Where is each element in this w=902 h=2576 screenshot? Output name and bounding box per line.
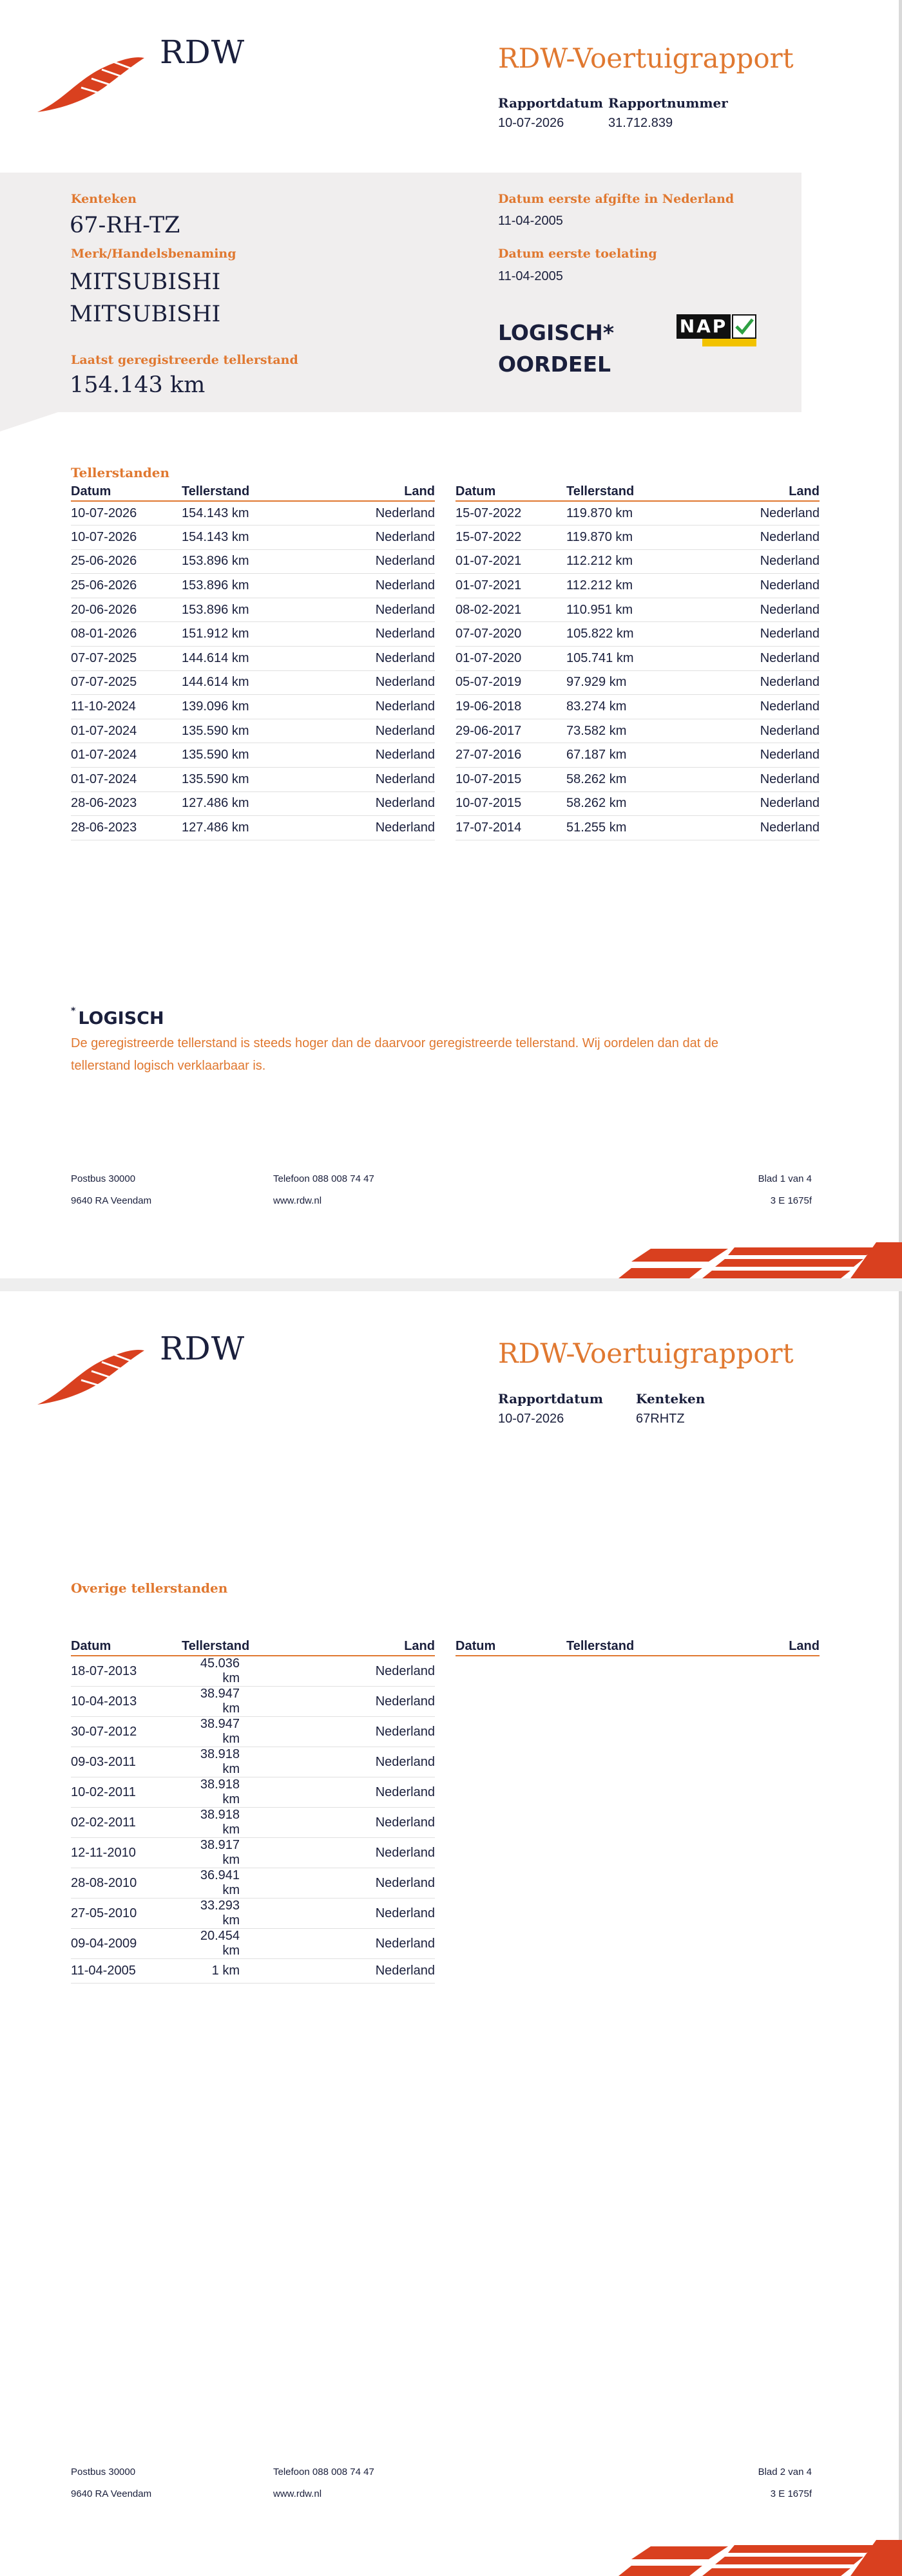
table-row — [71, 719, 435, 743]
cell-date: 09-04-2009 — [71, 1929, 182, 1959]
col-km-header: Tellerstand — [182, 1636, 278, 1656]
other-readings-table-right — [456, 1636, 820, 1656]
cell-odometer: 153.896 km — [182, 549, 278, 574]
cell-date: 27-05-2010 — [71, 1899, 182, 1929]
cell-date: 07-07-2025 — [71, 647, 182, 671]
cell-date: 10-07-2015 — [456, 791, 566, 816]
cell-date: 15-07-2022 — [456, 501, 566, 526]
table-row — [71, 1808, 435, 1838]
cell-country: Nederland — [278, 1656, 435, 1687]
cell-odometer: 33.293 km — [182, 1899, 278, 1929]
table-row — [71, 1747, 435, 1777]
footer-address-2: 9640 RA Veendam — [71, 2488, 152, 2499]
rdw-feather-icon — [37, 55, 144, 113]
cell-odometer: 38.917 km — [182, 1838, 278, 1868]
table-row — [71, 526, 435, 550]
cell-odometer: 154.143 km — [182, 501, 278, 526]
table-row — [71, 1868, 435, 1899]
cell-country: Nederland — [278, 549, 435, 574]
cell-odometer: 154.143 km — [182, 526, 278, 550]
cell-country: Nederland — [278, 501, 435, 526]
table-row — [71, 695, 435, 719]
cell-country: Nederland — [663, 574, 820, 598]
cell-odometer: 127.486 km — [182, 816, 278, 840]
cell-country: Nederland — [278, 1747, 435, 1777]
cell-date: 01-07-2024 — [71, 719, 182, 743]
table-row — [456, 743, 820, 768]
cell-odometer: 38.947 km — [182, 1717, 278, 1747]
cell-odometer: 151.912 km — [182, 622, 278, 647]
cell-odometer: 105.822 km — [566, 622, 663, 647]
table-row — [456, 501, 820, 526]
report-date-value: 10-07-2026 — [498, 1412, 564, 1426]
cell-odometer: 20.454 km — [182, 1929, 278, 1959]
cell-country: Nederland — [663, 622, 820, 647]
cell-date: 01-07-2024 — [71, 743, 182, 768]
cell-odometer: 67.187 km — [566, 743, 663, 768]
col-date-header: Datum — [456, 482, 566, 501]
cell-country: Nederland — [278, 1929, 435, 1959]
cell-odometer: 153.896 km — [182, 574, 278, 598]
cell-country: Nederland — [278, 1777, 435, 1808]
footer-page-number: Blad 2 van 4 — [758, 2467, 812, 2477]
report-number-value: 31.712.839 — [608, 116, 673, 130]
note-mark: * — [71, 1006, 76, 1016]
report-date-label: Rapportdatum — [498, 1391, 604, 1406]
cell-odometer: 112.212 km — [566, 574, 663, 598]
cell-date: 11-04-2005 — [71, 1959, 182, 1984]
footer-address-2: 9640 RA Veendam — [71, 1195, 152, 1206]
col-km-header: Tellerstand — [566, 482, 663, 501]
table-row — [71, 549, 435, 574]
footer-address-1: Postbus 30000 — [71, 1173, 136, 1184]
col-date-header: Datum — [71, 482, 182, 501]
check-icon — [733, 316, 755, 337]
cell-country: Nederland — [278, 1899, 435, 1929]
table-row — [71, 1929, 435, 1959]
cell-odometer: 127.486 km — [182, 791, 278, 816]
cell-odometer: 139.096 km — [182, 695, 278, 719]
rdw-stripes-decoration — [515, 1242, 902, 1278]
footer-page-number: Blad 1 van 4 — [758, 1173, 812, 1184]
rdw-stripes-decoration — [515, 2540, 902, 2576]
cell-date: 09-03-2011 — [71, 1747, 182, 1777]
cell-odometer: 38.918 km — [182, 1808, 278, 1838]
cell-date: 07-07-2020 — [456, 622, 566, 647]
cell-country: Nederland — [663, 670, 820, 695]
col-country-header: Land — [663, 1636, 820, 1656]
cell-odometer: 144.614 km — [182, 647, 278, 671]
cell-odometer: 153.896 km — [182, 598, 278, 622]
cell-country: Nederland — [278, 622, 435, 647]
col-date-header: Datum — [71, 1636, 182, 1656]
cell-odometer: 51.255 km — [566, 816, 663, 840]
table-row — [71, 1838, 435, 1868]
cell-country: Nederland — [278, 647, 435, 671]
cell-country: Nederland — [278, 1959, 435, 1984]
cell-odometer: 135.590 km — [182, 743, 278, 768]
page-edge — [899, 0, 902, 1278]
footer-code: 3 E 1675f — [770, 1195, 812, 1206]
readings-table-left — [71, 482, 435, 840]
cell-odometer: 83.274 km — [566, 695, 663, 719]
table-row — [71, 501, 435, 526]
cell-date: 08-01-2026 — [71, 622, 182, 647]
plate-value: 67RHTZ — [636, 1412, 685, 1426]
plate-label: Kenteken — [71, 192, 137, 206]
cell-odometer: 112.212 km — [566, 549, 663, 574]
cell-date: 01-07-2021 — [456, 574, 566, 598]
table-row — [71, 1656, 435, 1687]
cell-odometer: 58.262 km — [566, 768, 663, 792]
cell-odometer: 1 km — [182, 1959, 278, 1984]
cell-date: 15-07-2022 — [456, 526, 566, 550]
cell-date: 12-11-2010 — [71, 1838, 182, 1868]
cell-country: Nederland — [663, 768, 820, 792]
plate-value: 67-RH-TZ — [70, 213, 180, 238]
cell-country: Nederland — [278, 598, 435, 622]
cell-odometer: 97.929 km — [566, 670, 663, 695]
cell-country: Nederland — [278, 791, 435, 816]
cell-odometer: 38.918 km — [182, 1747, 278, 1777]
verdict — [498, 317, 614, 380]
footer-phone: Telefoon 088 008 74 47 — [273, 1173, 374, 1184]
table-row — [71, 647, 435, 671]
cell-date: 07-07-2025 — [71, 670, 182, 695]
cell-odometer: 119.870 km — [566, 501, 663, 526]
cell-country: Nederland — [278, 670, 435, 695]
nap-logo — [676, 314, 758, 346]
table-row — [71, 1899, 435, 1929]
report-page-1 — [0, 0, 902, 1278]
table-row — [71, 670, 435, 695]
note-text: De geregistreerde tellerstand is steeds hoger dan de daarvoor geregistreerde tellerstand. Wij oordelen dan dat de tellerstand logisch verklaarbaar is. — [71, 1036, 719, 1073]
brand-name: RDW — [160, 33, 245, 71]
table-row — [71, 1687, 435, 1717]
col-date-header: Datum — [456, 1636, 566, 1656]
cell-country: Nederland — [278, 719, 435, 743]
table-row — [456, 768, 820, 792]
cell-date: 25-06-2026 — [71, 549, 182, 574]
col-km-header: Tellerstand — [182, 482, 278, 501]
report-number-label: Rapportnummer — [608, 95, 728, 111]
col-country-header: Land — [278, 1636, 435, 1656]
note-title — [71, 1006, 164, 1028]
table-row — [71, 743, 435, 768]
cell-country: Nederland — [663, 695, 820, 719]
cell-date: 08-02-2021 — [456, 598, 566, 622]
col-country-header: Land — [278, 482, 435, 501]
cell-date: 27-07-2016 — [456, 743, 566, 768]
footer-web: www.rdw.nl — [273, 2488, 322, 2499]
table-row — [456, 791, 820, 816]
table-row — [456, 526, 820, 550]
cell-country: Nederland — [278, 1808, 435, 1838]
cell-odometer: 38.918 km — [182, 1777, 278, 1808]
cell-date: 25-06-2026 — [71, 574, 182, 598]
table-row — [456, 598, 820, 622]
table-row — [71, 816, 435, 840]
cell-country: Nederland — [663, 791, 820, 816]
footer-web: www.rdw.nl — [273, 1195, 322, 1206]
table-header-row — [71, 1636, 435, 1656]
last-odometer-value: 154.143 km — [70, 372, 206, 398]
cell-country: Nederland — [663, 598, 820, 622]
table-header-row — [456, 1636, 820, 1656]
info-box-corner — [0, 412, 58, 431]
table-row — [456, 647, 820, 671]
footer-code: 3 E 1675f — [770, 2488, 812, 2499]
cell-country: Nederland — [278, 574, 435, 598]
nap-text: NAP — [676, 314, 731, 339]
table-row — [71, 622, 435, 647]
page-edge — [899, 1291, 902, 2576]
brand-name: RDW — [160, 1330, 245, 1367]
cell-date: 28-06-2023 — [71, 816, 182, 840]
report-title: RDW-Voertuigrapport — [498, 43, 794, 74]
first-admission-value: 11-04-2005 — [498, 269, 563, 283]
col-km-header: Tellerstand — [566, 1636, 663, 1656]
first-admission-label: Datum eerste toelating — [498, 247, 657, 261]
rdw-feather-icon — [37, 1348, 144, 1406]
table-row — [456, 574, 820, 598]
report-date-value: 10-07-2026 — [498, 116, 564, 130]
make-value: MITSUBISHI — [70, 269, 221, 295]
cell-country: Nederland — [663, 501, 820, 526]
note-title-text: LOGISCH — [78, 1009, 164, 1028]
report-date-label: Rapportdatum — [498, 95, 604, 111]
cell-date: 20-06-2026 — [71, 598, 182, 622]
verdict-line-2: OORDEEL — [498, 352, 611, 377]
cell-date: 01-07-2020 — [456, 647, 566, 671]
verdict-line-1: LOGISCH* — [498, 320, 615, 345]
table-row — [71, 791, 435, 816]
cell-date: 05-07-2019 — [456, 670, 566, 695]
cell-odometer: 119.870 km — [566, 526, 663, 550]
table-row — [71, 768, 435, 792]
cell-odometer: 105.741 km — [566, 647, 663, 671]
cell-date: 10-07-2026 — [71, 526, 182, 550]
cell-odometer: 110.951 km — [566, 598, 663, 622]
cell-country: Nederland — [663, 647, 820, 671]
cell-date: 10-07-2026 — [71, 501, 182, 526]
other-readings-table-left — [71, 1636, 435, 1984]
report-page-2 — [0, 1291, 902, 2576]
cell-date: 11-10-2024 — [71, 695, 182, 719]
table-header-row — [71, 482, 435, 501]
cell-country: Nederland — [663, 719, 820, 743]
footer-phone: Telefoon 088 008 74 47 — [273, 2467, 374, 2477]
cell-odometer: 38.947 km — [182, 1687, 278, 1717]
cell-country: Nederland — [278, 743, 435, 768]
table-row — [71, 1959, 435, 1984]
table-row — [71, 574, 435, 598]
table-row — [456, 549, 820, 574]
table-header-row — [456, 482, 820, 501]
cell-date: 02-02-2011 — [71, 1808, 182, 1838]
cell-odometer: 135.590 km — [182, 768, 278, 792]
cell-date: 28-06-2023 — [71, 791, 182, 816]
cell-date: 28-08-2010 — [71, 1868, 182, 1899]
cell-country: Nederland — [278, 768, 435, 792]
first-issue-nl-value: 11-04-2005 — [498, 214, 563, 228]
cell-country: Nederland — [278, 1838, 435, 1868]
last-odometer-label: Laatst geregistreerde tellerstand — [71, 353, 298, 367]
cell-date: 01-07-2021 — [456, 549, 566, 574]
table-row — [71, 598, 435, 622]
cell-country: Nederland — [278, 526, 435, 550]
cell-country: Nederland — [278, 1868, 435, 1899]
cell-odometer: 58.262 km — [566, 791, 663, 816]
cell-country: Nederland — [663, 743, 820, 768]
cell-odometer: 144.614 km — [182, 670, 278, 695]
cell-odometer: 73.582 km — [566, 719, 663, 743]
table-row — [456, 670, 820, 695]
readings-table-right — [456, 482, 820, 840]
cell-country: Nederland — [663, 549, 820, 574]
cell-date: 01-07-2024 — [71, 768, 182, 792]
report-title: RDW-Voertuigrapport — [498, 1338, 794, 1369]
cell-country: Nederland — [663, 816, 820, 840]
cell-date: 10-07-2015 — [456, 768, 566, 792]
table-row — [456, 816, 820, 840]
table-row — [456, 695, 820, 719]
table-row — [71, 1777, 435, 1808]
cell-odometer: 45.036 km — [182, 1656, 278, 1687]
cell-date: 10-04-2013 — [71, 1687, 182, 1717]
table-row — [456, 622, 820, 647]
cell-country: Nederland — [278, 1687, 435, 1717]
nap-yellow-bar — [702, 339, 756, 346]
plate-label: Kenteken — [636, 1391, 705, 1406]
cell-date: 19-06-2018 — [456, 695, 566, 719]
col-country-header: Land — [663, 482, 820, 501]
trade-name-value: MITSUBISHI — [70, 301, 221, 327]
cell-country: Nederland — [278, 816, 435, 840]
table-row — [456, 719, 820, 743]
cell-date: 30-07-2012 — [71, 1717, 182, 1747]
cell-date: 29-06-2017 — [456, 719, 566, 743]
cell-country: Nederland — [278, 1717, 435, 1747]
readings-title: Tellerstanden — [71, 465, 170, 480]
cell-date: 10-02-2011 — [71, 1777, 182, 1808]
first-issue-nl-label: Datum eerste afgifte in Nederland — [498, 192, 734, 206]
cell-country: Nederland — [663, 526, 820, 550]
cell-odometer: 36.941 km — [182, 1868, 278, 1899]
cell-date: 18-07-2013 — [71, 1656, 182, 1687]
make-label: Merk/Handelsbenaming — [71, 247, 236, 261]
table-row — [71, 1717, 435, 1747]
footer-address-1: Postbus 30000 — [71, 2467, 136, 2477]
cell-country: Nederland — [278, 695, 435, 719]
cell-date: 17-07-2014 — [456, 816, 566, 840]
other-readings-title: Overige tellerstanden — [71, 1580, 228, 1596]
cell-odometer: 135.590 km — [182, 719, 278, 743]
